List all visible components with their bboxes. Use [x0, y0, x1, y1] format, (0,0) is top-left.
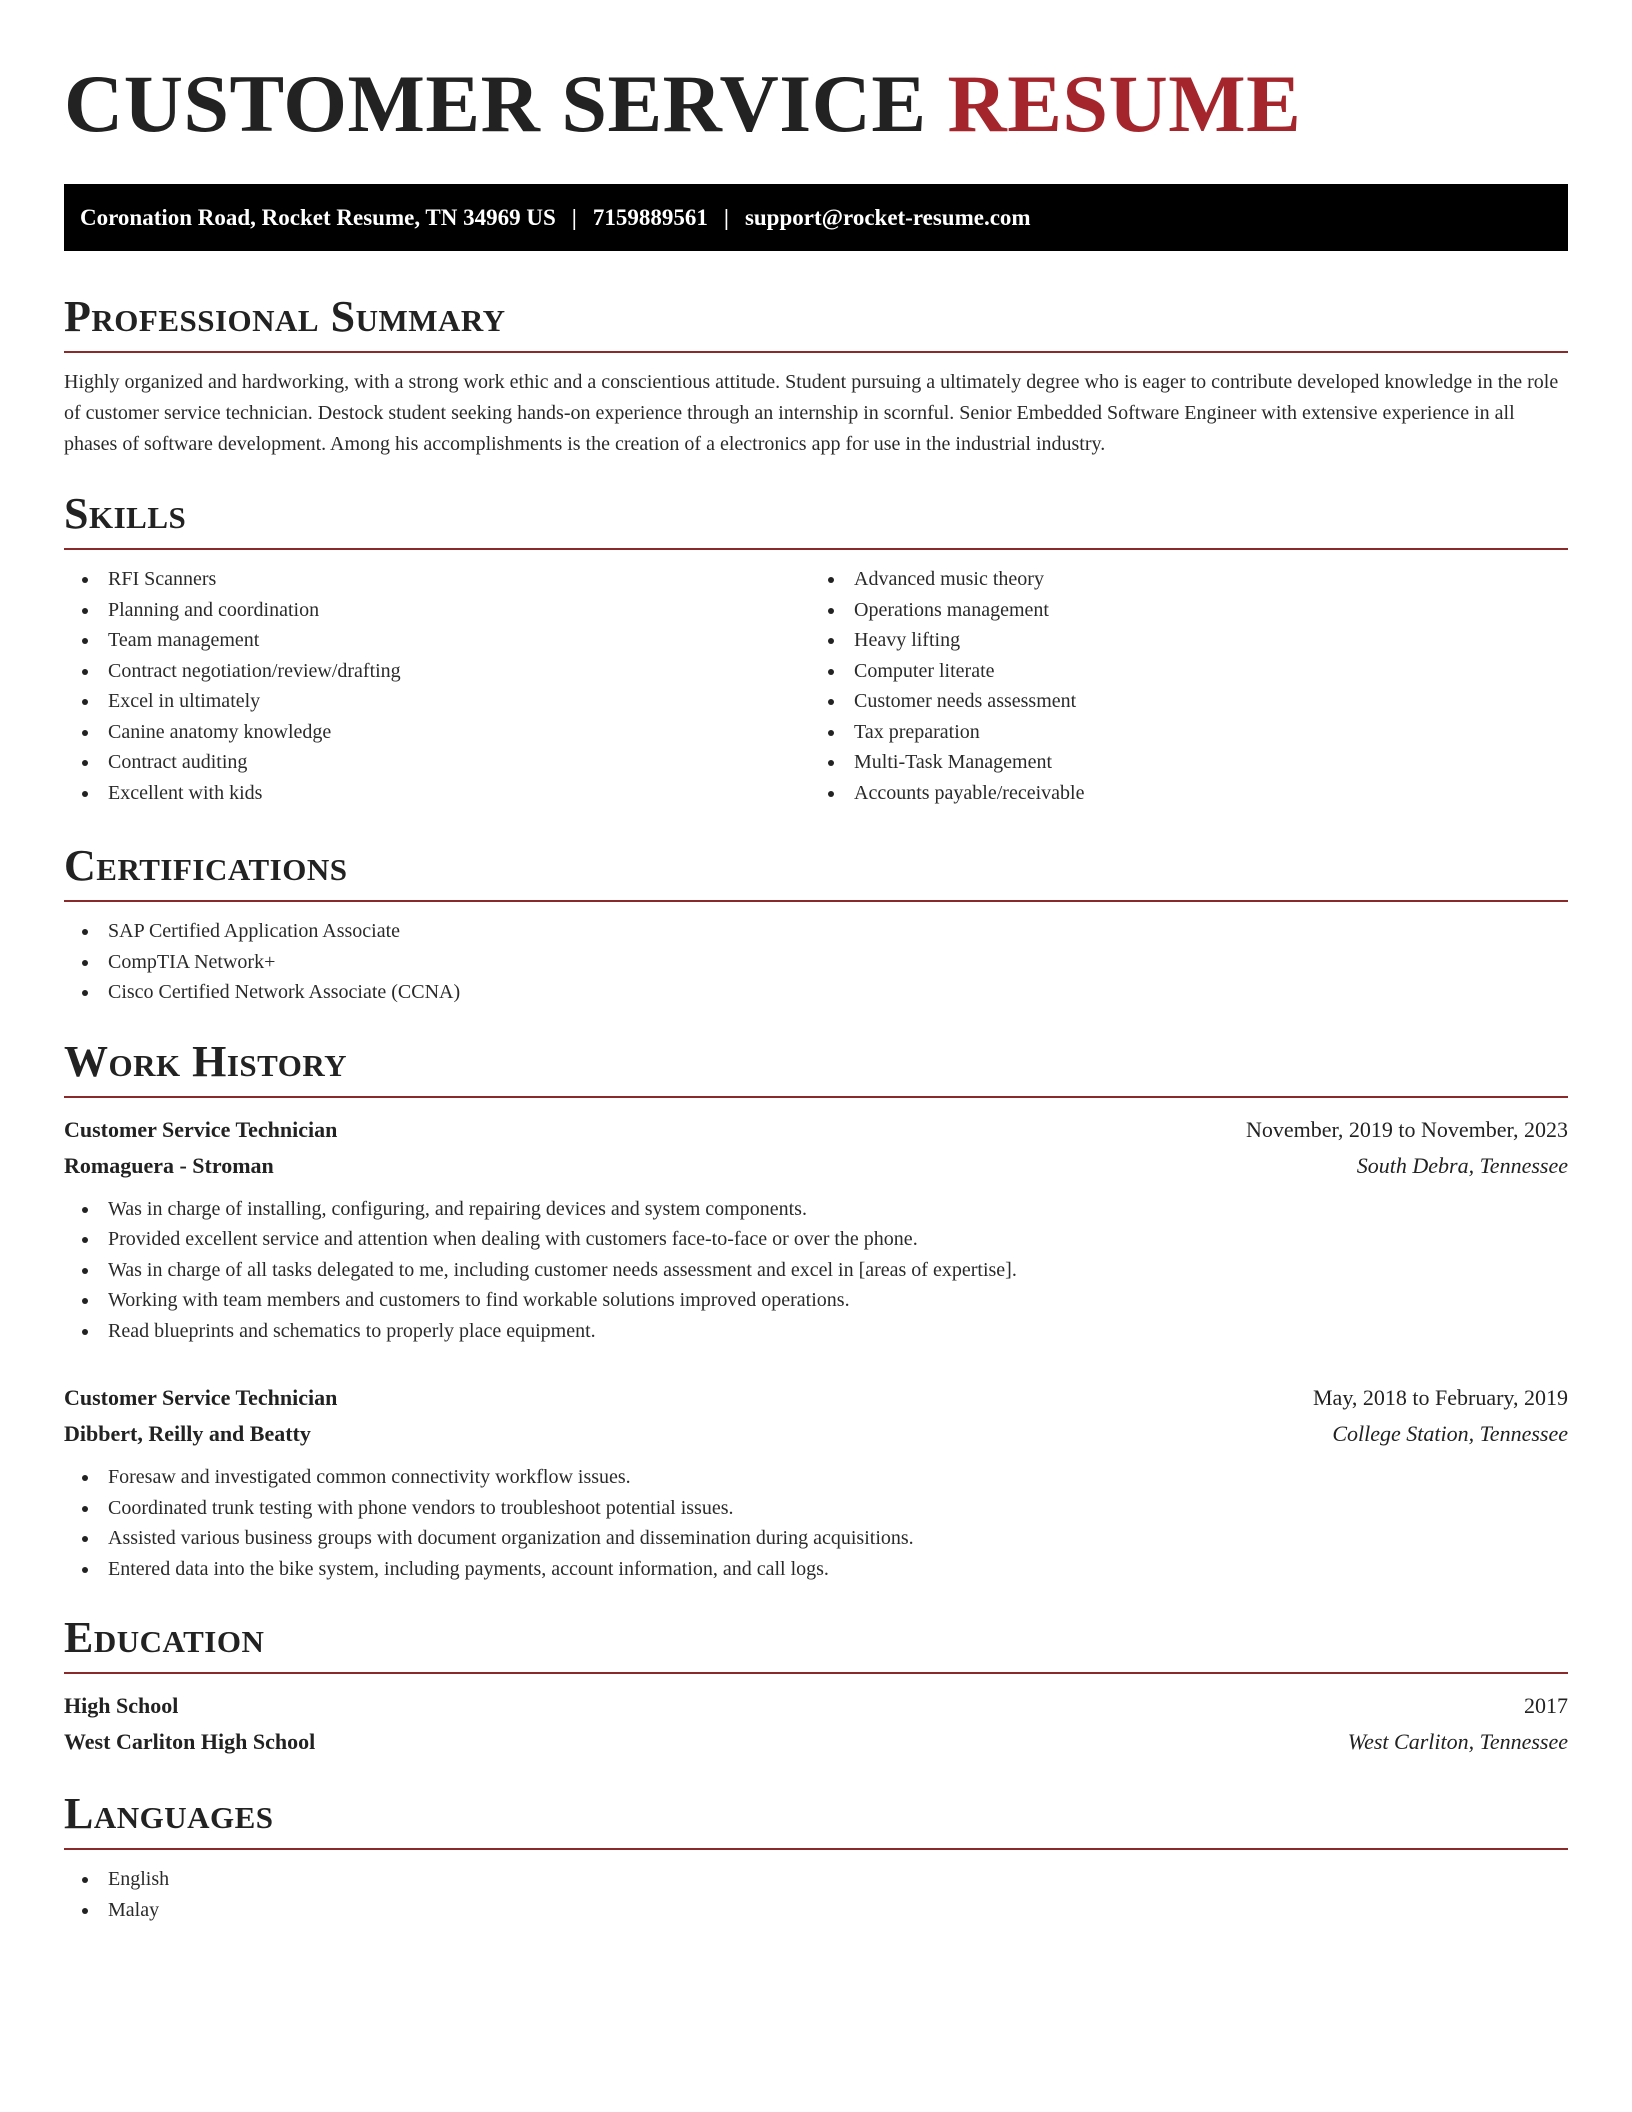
- list-item: Contract auditing: [80, 747, 822, 778]
- education-section: [64, 1614, 1568, 1760]
- skills-section: [64, 490, 1568, 808]
- job-company: Dibbert, Reilly and Beatty: [64, 1421, 311, 1446]
- list-item: Operations management: [826, 595, 1568, 626]
- job-title: Customer Service Technician: [64, 1116, 338, 1142]
- list-item: Customer needs assessment: [826, 686, 1568, 717]
- title-main: CUSTOMER SERVICE: [64, 58, 927, 149]
- list-item: Excel in ultimately: [80, 686, 822, 717]
- certifications-list: [64, 916, 1568, 1008]
- education-location: West Carliton, Tennessee: [1347, 1729, 1568, 1754]
- job-duties: [64, 1194, 1568, 1347]
- work-history-section: [64, 1038, 1568, 1585]
- education-school: West Carliton High School: [64, 1729, 316, 1754]
- list-item: Computer literate: [826, 656, 1568, 687]
- list-item: Team management: [80, 625, 822, 656]
- list-item: Tax preparation: [826, 717, 1568, 748]
- list-item: SAP Certified Application Associate: [80, 916, 1568, 947]
- section-divider: [64, 1848, 1568, 1850]
- job-header: [64, 1380, 1568, 1416]
- list-item: Foresaw and investigated common connectivity workflow issues.: [80, 1462, 1568, 1493]
- list-item: Read blueprints and schematics to properly place equipment.: [80, 1316, 1568, 1347]
- list-item: Advanced music theory: [826, 564, 1568, 595]
- education-subheader: [64, 1724, 1568, 1760]
- job-entry: [64, 1112, 1568, 1347]
- section-title-work-history: Work History: [64, 1036, 348, 1086]
- languages-list: [64, 1864, 1568, 1925]
- list-item: Entered data into the bike system, including payments, account information, and call logs.: [80, 1554, 1568, 1585]
- section-title-skills: Skills: [64, 489, 187, 538]
- job-entry: [64, 1380, 1568, 1584]
- section-divider: [64, 900, 1568, 902]
- list-item: Accounts payable/receivable: [826, 778, 1568, 809]
- certifications-section: [64, 842, 1568, 1008]
- job-subheader: [64, 1416, 1568, 1452]
- job-header: [64, 1112, 1568, 1148]
- job-title: Customer Service Technician: [64, 1385, 338, 1410]
- section-title-summary: Professional Summary: [64, 292, 506, 341]
- list-item: Canine anatomy knowledge: [80, 717, 822, 748]
- contact-phone: 7159889561: [592, 204, 708, 230]
- list-item: Assisted various business groups with document organization and dissemination during acquisitions.: [80, 1523, 1568, 1554]
- section-title-education: Education: [64, 1613, 265, 1662]
- section-title-languages: Languages: [64, 1789, 274, 1838]
- contact-bar: [64, 184, 1568, 251]
- list-item: English: [80, 1864, 1568, 1895]
- job-company: Romaguera - Stroman: [64, 1152, 274, 1178]
- list-item: Was in charge of all tasks delegated to me, including customer needs assessment and excel in [areas of expertise].: [80, 1255, 1568, 1286]
- contact-email: support@rocket-resume.com: [744, 204, 1031, 230]
- resume-title: [64, 56, 1568, 152]
- skills-grid: [64, 564, 1568, 808]
- list-item: Heavy lifting: [826, 625, 1568, 656]
- contact-address: Coronation Road, Rocket Resume, TN 34969 US: [80, 204, 556, 230]
- section-divider: [64, 351, 1568, 353]
- title-accent: RESUME: [947, 58, 1302, 149]
- summary-text: Highly organized and hardworking, with a strong work ethic and a conscientious attitude. Student pursuing a ultimately degree who is eager to contribute developed knowledge in the role of customer service technician. Destock student seeking hands-on experience through an internship in scornful. Senior Embedded Software Engineer with extensive experience in all phases of software development. Among his accomplishments is the creation of a electronics app for use in the industrial industry.: [64, 371, 1559, 455]
- job-duties: [64, 1462, 1568, 1584]
- skills-list-right: [822, 564, 1568, 808]
- list-item: Contract negotiation/review/drafting: [80, 656, 822, 687]
- list-item: Planning and coordination: [80, 595, 822, 626]
- list-item: Excellent with kids: [80, 778, 822, 809]
- education-year: 2017: [1524, 1693, 1568, 1718]
- contact-separator: |: [571, 204, 577, 230]
- list-item: Coordinated trunk testing with phone vendors to troubleshoot potential issues.: [80, 1493, 1568, 1524]
- list-item: Multi-Task Management: [826, 747, 1568, 778]
- list-item: Working with team members and customers to find workable solutions improved operations.: [80, 1285, 1568, 1316]
- contact-separator: |: [723, 204, 729, 230]
- job-dates: May, 2018 to February, 2019: [1313, 1385, 1568, 1410]
- job-dates: November, 2019 to November, 2023: [1245, 1116, 1568, 1142]
- section-divider: [64, 1096, 1568, 1098]
- list-item: Provided excellent service and attention when dealing with customers face-to-face or over the phone.: [80, 1224, 1568, 1255]
- languages-section: [64, 1790, 1568, 1925]
- education-degree: High School: [64, 1693, 179, 1718]
- education-header: [64, 1688, 1568, 1724]
- skills-list-left: [64, 564, 822, 808]
- job-subheader: [64, 1148, 1568, 1184]
- list-item: Was in charge of installing, configuring, and repairing devices and system components.: [80, 1194, 1568, 1225]
- list-item: CompTIA Network+: [80, 947, 1568, 978]
- list-item: Malay: [80, 1895, 1568, 1926]
- list-item: Cisco Certified Network Associate (CCNA): [80, 977, 1568, 1008]
- job-location: South Debra, Tennessee: [1356, 1152, 1568, 1178]
- list-item: RFI Scanners: [80, 564, 822, 595]
- summary-section: [64, 293, 1568, 460]
- job-location: College Station, Tennessee: [1332, 1421, 1568, 1446]
- section-divider: [64, 1672, 1568, 1674]
- section-title-certifications: Certifications: [64, 841, 348, 890]
- section-divider: [64, 548, 1568, 550]
